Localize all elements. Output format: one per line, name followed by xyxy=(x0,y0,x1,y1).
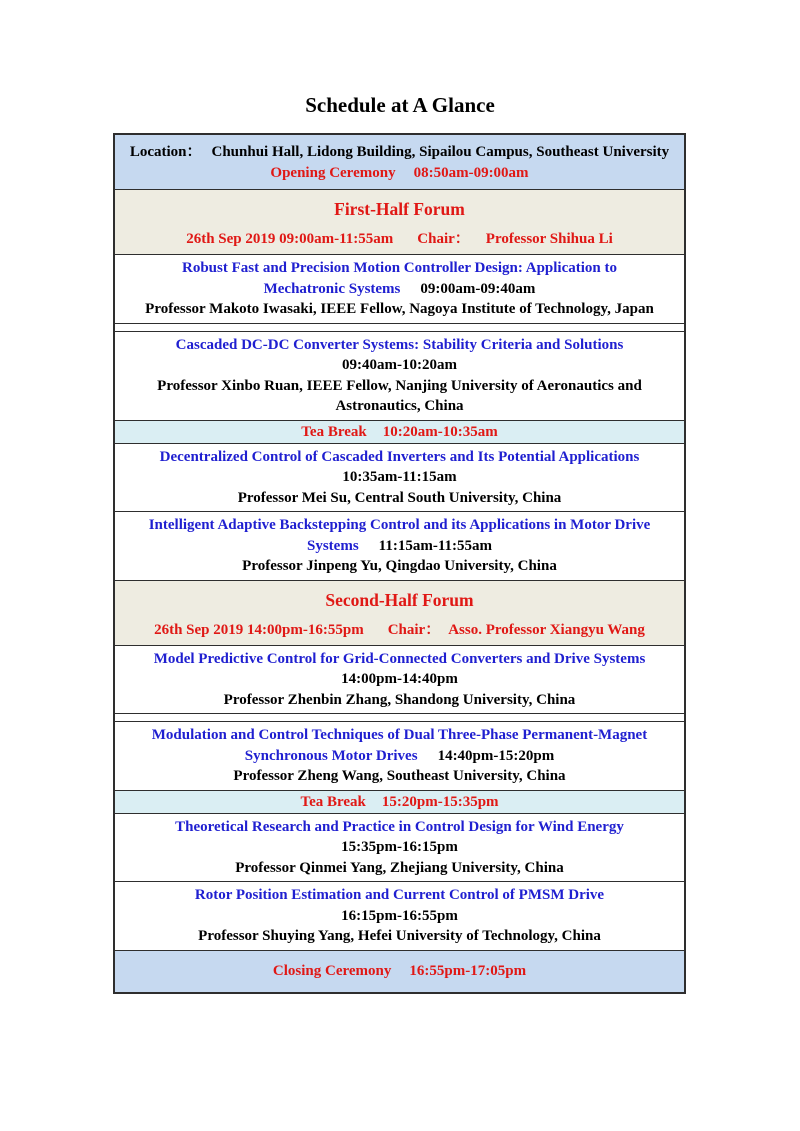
session-title-cont: Systems xyxy=(307,537,359,554)
session-time: 16:15pm-16:55pm xyxy=(341,907,458,924)
session-time: 15:35pm-16:15pm xyxy=(341,839,458,855)
session-row xyxy=(115,255,684,324)
location-line xyxy=(115,142,684,163)
spacer-row xyxy=(115,714,684,722)
session-time: 09:00am-09:40am xyxy=(420,280,536,297)
session-speaker: Professor Makoto Iwasaki, IEEE Fellow, Nagoya Institute of Technology, Japan xyxy=(145,301,654,317)
session-speaker: Professor Mei Su, Central South University, China xyxy=(237,489,562,506)
tea-break-time: 15:20pm-15:35pm xyxy=(381,793,499,810)
session-title-cont: Mechatronic Systems xyxy=(263,280,401,297)
page-title: Schedule at A Glance xyxy=(305,93,495,117)
session-title: Cascaded DC-DC Converter Systems: Stability Criteria and Solutions xyxy=(175,336,624,353)
session-title: Intelligent Adaptive Backstepping Control and its Applications in Motor Drive xyxy=(148,517,651,533)
session-title-time-line xyxy=(115,536,684,557)
session-speaker: Professor Qinmei Yang, Zhejiang University, China xyxy=(235,859,564,876)
session-row xyxy=(115,646,684,715)
closing-label: Closing Ceremony xyxy=(272,962,392,979)
opening-label: Opening Ceremony xyxy=(270,165,396,181)
session-row xyxy=(115,882,684,951)
tea-break-row xyxy=(115,421,684,444)
forum-title: First-Half Forum xyxy=(334,199,465,219)
session-row xyxy=(115,332,684,421)
session-title: Model Predictive Control for Grid-Connected Converters and Drive Systems xyxy=(153,650,646,667)
schedule-table xyxy=(113,133,686,994)
opening-ceremony-line xyxy=(115,163,684,184)
session-title-time-line xyxy=(115,279,684,300)
session-title-time-line xyxy=(115,746,684,767)
session-title: Theoretical Research and Practice in Control Design for Wind Energy xyxy=(175,818,624,835)
chair-label: Chair： xyxy=(417,231,470,247)
session-row xyxy=(115,444,684,513)
closing-time: 16:55pm-17:05pm xyxy=(409,962,527,979)
closing-ceremony-row xyxy=(115,951,684,992)
session-time: 10:35am-11:15am xyxy=(342,469,457,485)
session-row xyxy=(115,512,684,581)
location-label: Location： xyxy=(129,144,202,160)
session-speaker: Professor Shuying Yang, Hefei University of Technology, China xyxy=(198,928,601,944)
forum-datetime: 26th Sep 2019 14:00pm-16:55pm xyxy=(154,621,364,638)
session-speaker: Professor Xinbo Ruan, IEEE Fellow, Nanjing University of Aeronautics and xyxy=(157,377,642,394)
forum-datetime: 26th Sep 2019 09:00am-11:55am xyxy=(186,231,394,247)
session-time: 11:15am-11:55am xyxy=(378,537,492,554)
session-speaker: Professor Jinpeng Yu, Qingdao University, China xyxy=(242,558,557,574)
session-title: Modulation and Control Techniques of Dual Three-Phase Permanent-Magnet xyxy=(151,727,648,743)
session-row xyxy=(115,722,684,791)
forum-title: Second-Half Forum xyxy=(325,589,474,610)
chair-label: Chair： xyxy=(387,621,441,638)
session-time: 09:40am-10:20am xyxy=(342,357,457,373)
session-title-cont: Synchronous Motor Drives xyxy=(244,747,418,764)
opening-time: 08:50am-09:00am xyxy=(413,165,529,181)
tea-break-row xyxy=(115,791,684,814)
header-block xyxy=(115,135,684,190)
session-speaker-cont: Astronautics, China xyxy=(335,398,464,414)
session-speaker: Professor Zhenbin Zhang, Shandong University, China xyxy=(223,691,576,708)
session-time: 14:00pm-14:40pm xyxy=(341,671,458,687)
first-half-forum-block xyxy=(115,190,684,255)
tea-break-time: 10:20am-10:35am xyxy=(382,423,498,440)
session-title: Decentralized Control of Cascaded Inverters and Its Potential Applications xyxy=(159,448,640,465)
session-time: 14:40pm-15:20pm xyxy=(437,747,555,764)
chair-name: Professor Shihua Li xyxy=(485,231,613,247)
location-value: Chunhui Hall, Lidong Building, Sipailou Campus, Southeast University xyxy=(211,144,670,160)
session-title: Rotor Position Estimation and Current Control of PMSM Drive xyxy=(194,887,605,903)
forum-chair-line xyxy=(115,229,684,250)
session-row xyxy=(115,814,684,883)
second-half-forum-block xyxy=(115,581,684,646)
session-speaker: Professor Zheng Wang, Southeast University, China xyxy=(233,768,566,784)
tea-break-label: Tea Break xyxy=(300,793,366,810)
chair-name: Asso. Professor Xiangyu Wang xyxy=(448,621,645,638)
session-title: Robust Fast and Precision Motion Controller Design: Application to xyxy=(181,260,618,276)
forum-chair-line xyxy=(115,620,684,641)
spacer-row xyxy=(115,324,684,332)
tea-break-label: Tea Break xyxy=(301,423,367,440)
